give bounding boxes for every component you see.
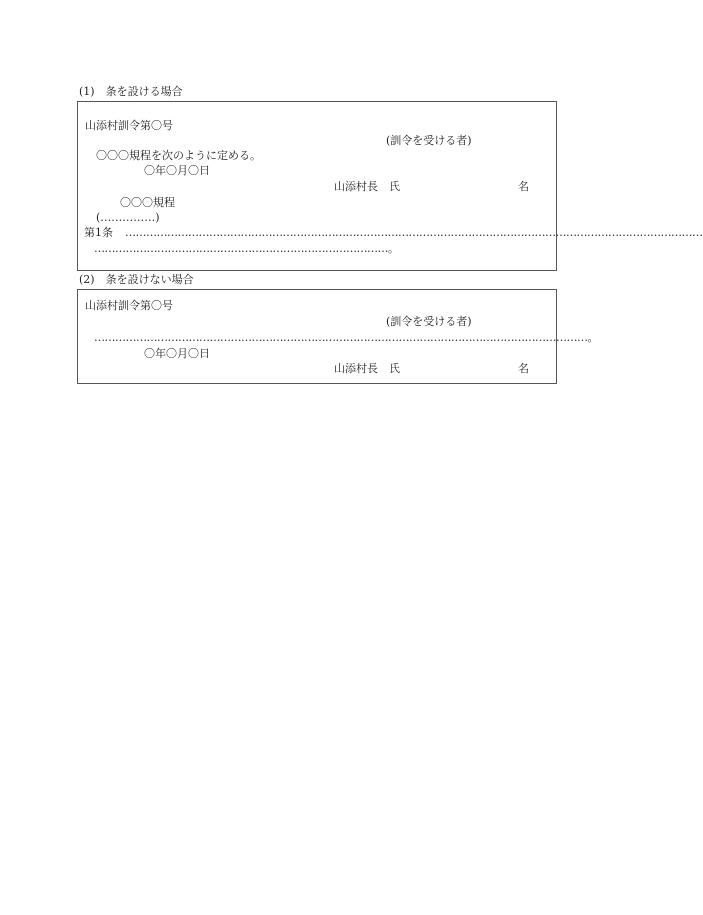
body-text-line: ……………………………………………………………………………………………………………………………。 (94, 331, 598, 344)
recipient-label: (訓令を受ける者) (386, 315, 472, 328)
date: 〇年〇月〇日 (144, 164, 210, 177)
regulation-title: 〇〇〇規程 (120, 196, 175, 209)
order-number: 山添村訓令第〇号 (85, 119, 173, 132)
signer: 山添村長 氏 (334, 180, 400, 193)
enact-text: 〇〇〇規程を次のように定める。 (96, 149, 261, 162)
article-caption: (……………) (96, 211, 160, 224)
article-text-line-2: …………………………………………………………………………。 (94, 242, 399, 255)
section2-box (77, 289, 598, 384)
signer-suffix: 名 (518, 362, 529, 375)
article-text-line-1: ………………………………………………………………………………………………………………………………………………… (125, 226, 703, 239)
section1-heading: (1) 条を設ける場合 (79, 85, 183, 98)
section1-box (77, 101, 703, 271)
signer-suffix: 名 (518, 180, 529, 193)
signer: 山添村長 氏 (334, 362, 400, 375)
article-label: 第1条 (84, 226, 113, 239)
recipient-label: (訓令を受ける者) (386, 134, 472, 147)
date: 〇年〇月〇日 (144, 347, 210, 360)
order-number: 山添村訓令第〇号 (85, 299, 173, 312)
section2-heading: (2) 条を設けない場合 (79, 273, 194, 286)
